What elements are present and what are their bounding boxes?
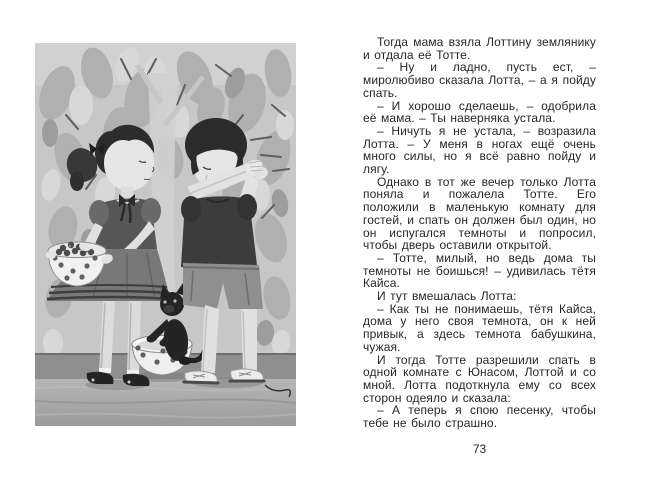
illustration-artwork	[35, 43, 296, 426]
paragraph: – А теперь я спою песенку, чтобы тебе не было страшно.	[363, 403, 596, 431]
paragraph: – И хорошо сделаешь, – одобрила её мама. – Ты наверняка устала.	[363, 98, 596, 126]
paragraph: Однако в тот же вечер только Лотта поняла и пожалела Тотте. Его положили в маленькую комнату для гостей, и спать он должен был один, но он испугался темноты и попросил, чтобы дверь оставили открытой.	[363, 174, 596, 253]
paragraph: – Как ты не понимаешь, тётя Кайса, дома у него своя темнота, он к ней привык, а здесь темнота бабушкина, чужая.	[363, 301, 596, 354]
paragraph: – Ну и ладно, пусть ест, – миролюбиво сказала Лотта, – а я пойду спать.	[363, 60, 596, 100]
paragraph: И тут вмешалась Лотта:	[377, 289, 517, 304]
text-column	[363, 36, 596, 430]
page-number: 73	[472, 442, 487, 456]
book-illustration	[35, 43, 296, 426]
paragraph: И тогда Тотте разрешили спать в одной комнате с Юнасом, Лоттой и со мной. Лотта подоткнула ему со всех сторон одеяло и сказала:	[363, 352, 596, 405]
paragraph: – Тотте, милый, но ведь дома ты темноты не боишься! – удивилась тётя Кайса.	[363, 250, 596, 291]
paragraph: Тогда мама взяла Лоттину землянику и отдала её Тотте.	[363, 35, 596, 62]
paragraph: – Ничуть я не устала, – возразила Лотта. – У меня в ногах ещё очень много силы, но я всё равно пойду и лягу.	[363, 123, 596, 177]
